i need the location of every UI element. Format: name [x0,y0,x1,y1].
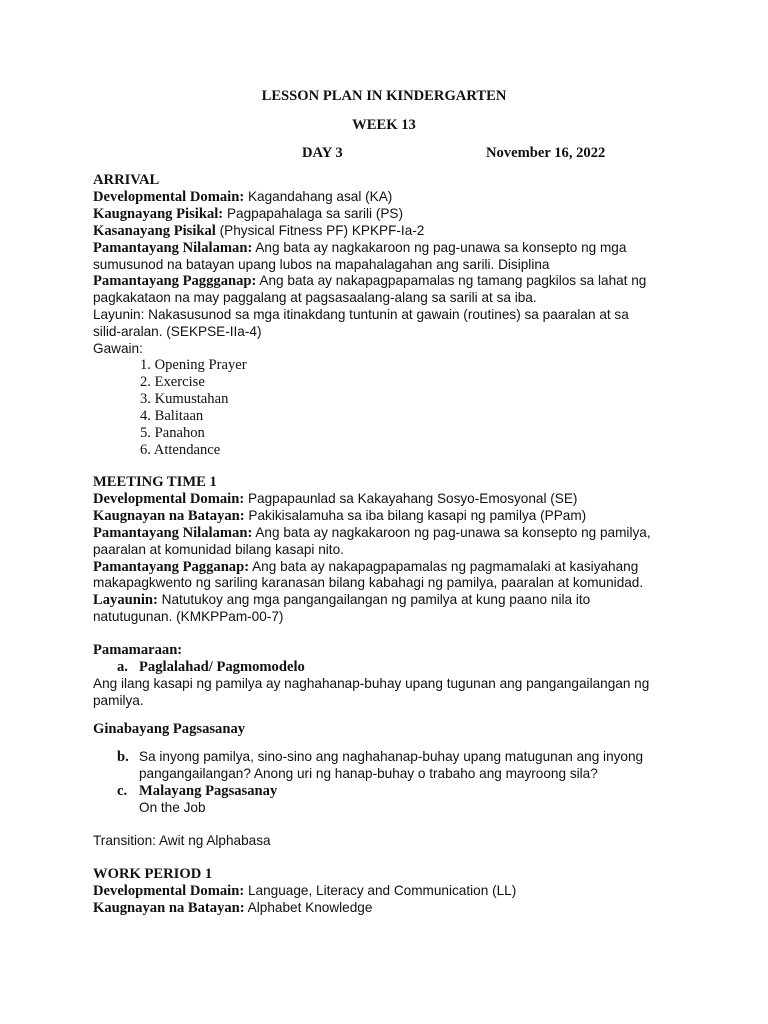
work-heading: WORK PERIOD 1 [93,866,213,882]
work-kaugnayan-batayan: Kaugnayan na Batayan: Alphabet Knowledge [93,899,373,916]
arrival-heading: ARRIVAL [93,172,160,188]
arrival-layunin: Layunin: Nakasusunod sa mga itinakdang tuntunin at gawain (routines) sa paaralan at sa [93,307,629,323]
ginabayang-heading: Ginabayang Pagsasanay [93,721,246,737]
meeting-pamantayang-nilalaman: Pamantayang Nilalaman: Ang bata ay nagkakaroon ng pag-unawa sa konsepto ng pamilya, [93,524,651,541]
step-a-label: Paglalahad/ Pagmomodelo [139,659,305,675]
arrival-pamantayang-paggganap-cont: pagkakataon na may paggalang at pagsasaalang-alang sa sarili at sa iba. [93,290,537,306]
meeting-pamantayang-pagganap-cont: makapagkwento ng sariling karanasan bilang kabahagi ng pamilya, paaralan at komunidad. [93,575,644,591]
arrival-layunin-cont: silid-aralan. (SEKPSE-IIa-4) [93,324,262,340]
step-c-text: On the Job [139,799,206,815]
lesson-title: LESSON PLAN IN KINDERGARTEN [261,88,507,104]
work-section [93,866,693,917]
step-a-marker: a. [117,659,128,675]
step-b-marker: b. [117,749,129,765]
meeting-pamantayang-pagganap: Pamantayang Pagganap: Ang bata ay nakapagpapamalas ng pagmamalaki at kasiyahang [93,558,639,575]
step-b-text [139,749,699,783]
list-item: 1. Opening Prayer [140,357,247,373]
meeting-pamantayang-nilalaman-cont: paaralan at komunidad bilang kasapi nito. [93,541,344,557]
list-item: 5. Panahon [140,424,205,441]
arrival-activity-list [140,357,247,458]
arrival-gawain-label: Gawain: [93,341,143,357]
arrival-domain: Developmental Domain: Kagandahang asal (KA) [93,188,393,205]
arrival-pamantayang-nilalaman-cont: sumusunod na batayan upang lubos na mapahalagahan ang sarili. Disiplina [93,256,550,272]
meeting-section [93,474,693,626]
transition-text: Transition: Awit ng Alphabasa [93,833,271,848]
step-c-marker: c. [117,783,128,799]
day-label: DAY 3 [302,145,343,161]
pamamaraan-heading: Pamamaraan: [93,642,183,658]
meeting-layaunin: Layaunin: Natutukoy ang mga pangangailangan ng pamilya at kung paano nila ito [93,592,591,609]
arrival-pamantayang-paggganap: Pamantayang Paggganap: Ang bata ay nakapagpapamalas ng tamang pagkilos sa lahat ng [93,273,647,290]
step-c-label: Malayang Pagsasanay [139,783,278,799]
step-b-text-line: Sa inyong pamilya, sino-sino ang naghahanap-buhay upang matugunan ang inyong [139,749,644,764]
step-a-text-line: pamilya. [93,692,144,708]
list-item: 4. Balitaan [140,407,204,424]
step-c-content [139,783,699,817]
arrival-section [93,172,693,358]
work-domain: Developmental Domain: Language, Literacy and Communication (LL) [93,882,517,899]
step-a-text [93,676,693,710]
step-b-text-line: pangangailangan? Anong uri ng hanap-buhay o trabaho ang mayroong sila? [139,765,598,781]
list-item: 3. Kumustahan [140,390,229,407]
meeting-domain: Developmental Domain: Pagpapaunlad sa Kakayahang Sosyo-Emosyonal (SE) [93,490,578,507]
arrival-kaugnayang-pisikal: Kaugnayang Pisikal: Pagpapahalaga sa sarili (PS) [93,205,404,222]
meeting-kaugnayan-batayan: Kaugnayan na Batayan: Pakikisalamuha sa iba bilang kasapi ng pamilya (PPam) [93,507,587,524]
date-label: November 16, 2022 [486,145,606,161]
arrival-kasanayang-pisikal: Kasanayang Pisikal (Physical Fitness PF) KPKPF-Ia-2 [93,222,425,239]
meeting-heading: MEETING TIME 1 [93,474,217,490]
week-label: WEEK 13 [352,117,416,133]
arrival-pamantayang-nilalaman: Pamantayang Nilalaman: Ang bata ay nagkakaroon ng pag-unawa sa konsepto ng mga [93,239,627,256]
meeting-layaunin-cont: natutugunan. (KMKPPam-00-7) [93,609,284,625]
step-a-text-line: Ang ilang kasapi ng pamilya ay naghahanap-buhay upang tugunan ang pangangailangan ng [93,676,650,691]
list-item: 6. Attendance [140,441,221,458]
list-item: 2. Exercise [140,373,205,390]
